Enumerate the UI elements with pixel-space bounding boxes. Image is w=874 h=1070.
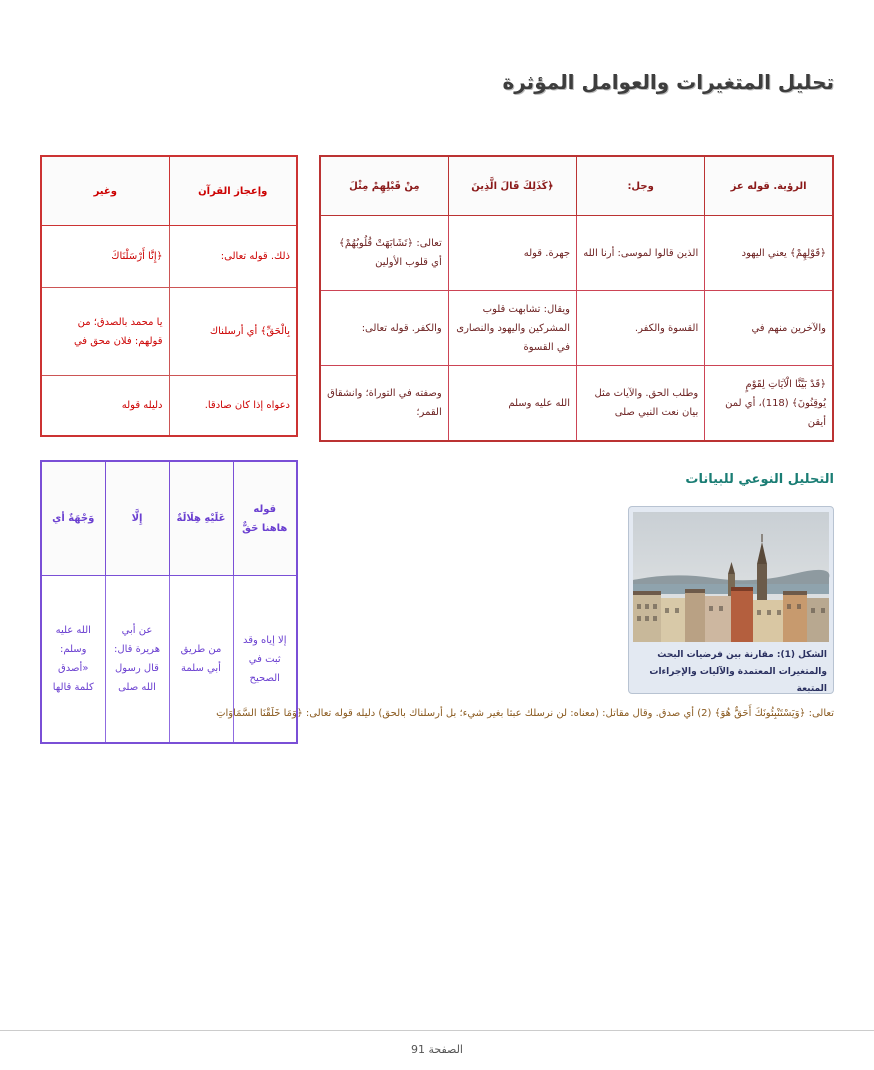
table-cell: ﴿إِنَّا أَرْسَلْنَاكَ [41,226,169,288]
table-cell: بِالْحَقِّ﴾ أي أرسلناك [169,288,297,376]
figure [628,506,834,694]
table-cell: تعالى: ﴿تَشَابَهَتْ قُلُوبُهُمْ﴾ أي قلوب الأولين [320,216,448,291]
table-cell: والآخرين منهم في [705,291,833,366]
table-cell: جهرة. قوله [448,216,576,291]
table-cell: القسوة والكفر. [577,291,705,366]
table-cell: ذلك. قوله تعالى: [169,226,297,288]
table-cell: دليله قوله [41,376,169,436]
table-header-cell: إِلَّا [105,461,169,576]
footer-divider [0,1030,874,1031]
table-cell: عن أبي هريرة قال: قال رسول الله صلى [105,576,169,744]
table-header-cell: وَجْهَةٌ أي [41,461,105,576]
table-cell: إلا إياه وقد ثبت في الصحيح [233,576,297,744]
table-cell: من طريق أبي سلمة [169,576,233,744]
table-header-row [41,156,297,226]
table-row [41,226,297,288]
table-cell: ﴿قَدْ بَيَّنَّا الْآيَاتِ لِقَوْمٍ يُوقِنُونَ﴾ (118)، أي لمن أيقن [705,366,833,442]
body-paragraph: تعالى: ﴿وَيَسْتَنْبِئُونَكَ أَحَقٌّ هُوَ﴾ (2) أي صدق. وقال مقاتل: (معناه: لن نرسلك عبثا بغير شيء؛ بل أرسلناك بالحق) دليله قوله تعالى: ﴿وَمَا خَلَقْنَا السَّمَاوَاتِ [216,708,834,719]
table-cell: وطلب الحق. والآيات مثل بيان نعت النبي صلى [577,366,705,442]
section-heading: التحليل النوعي للبيانات [685,472,834,487]
table-cell: وصفته في التوراة؛ وانشقاق القمر؛ [320,366,448,442]
table-row [320,216,833,291]
table-header-cell: قوله هاهنا حَقٌّ [233,461,297,576]
table-header-cell: عَلَيْهِ هِلَالَةٌ [169,461,233,576]
city-photo [633,512,829,642]
analysis-table [319,155,834,442]
table-header-cell: وإعجاز القرآن [169,156,297,226]
table-cell: الذين قالوا لموسى: أرنا الله [577,216,705,291]
table-header-cell: وغير [41,156,169,226]
quran-miracle-table [40,155,298,437]
table-row [320,366,833,442]
table-cell: دعواه إذا كان صادقا. [169,376,297,436]
hadith-table [40,460,298,744]
table-cell: الله عليه وسلم [448,366,576,442]
table-header-cell: مِنْ قَبْلِهِمْ مِثْلَ [320,156,448,216]
table-row [320,291,833,366]
table-header-cell: الرؤية. قوله عز [705,156,833,216]
table-cell: الله عليه وسلم: «أصدق كلمة قالها [41,576,105,744]
table-header-row [41,461,297,576]
table-cell: ويقال: تشابهت قلوب المشركين واليهود والنصارى في القسوة [448,291,576,366]
table-row [41,288,297,376]
figure-caption: الشكل (1): مقارنة بين فرضيات البحث والمتغيرات المعتمدة والآليات والإجراءات المتبعة [649,650,827,695]
table-row [41,376,297,436]
page-number: الصفحة 91 [410,1043,463,1056]
page-title: تحليل المتغيرات والعوامل المؤثرة [502,70,834,94]
table-cell: ﴿قَوْلِهِمْ﴾ يعني اليهود [705,216,833,291]
table-header-cell: وجل: [577,156,705,216]
table-cell: يا محمد بالصدق؛ من قولهم: فلان محق في [41,288,169,376]
table-header-row [320,156,833,216]
table-header-cell: ﴿كَذَلِكَ قَالَ الَّذِينَ [448,156,576,216]
table-cell: والكفر. قوله تعالى: [320,291,448,366]
